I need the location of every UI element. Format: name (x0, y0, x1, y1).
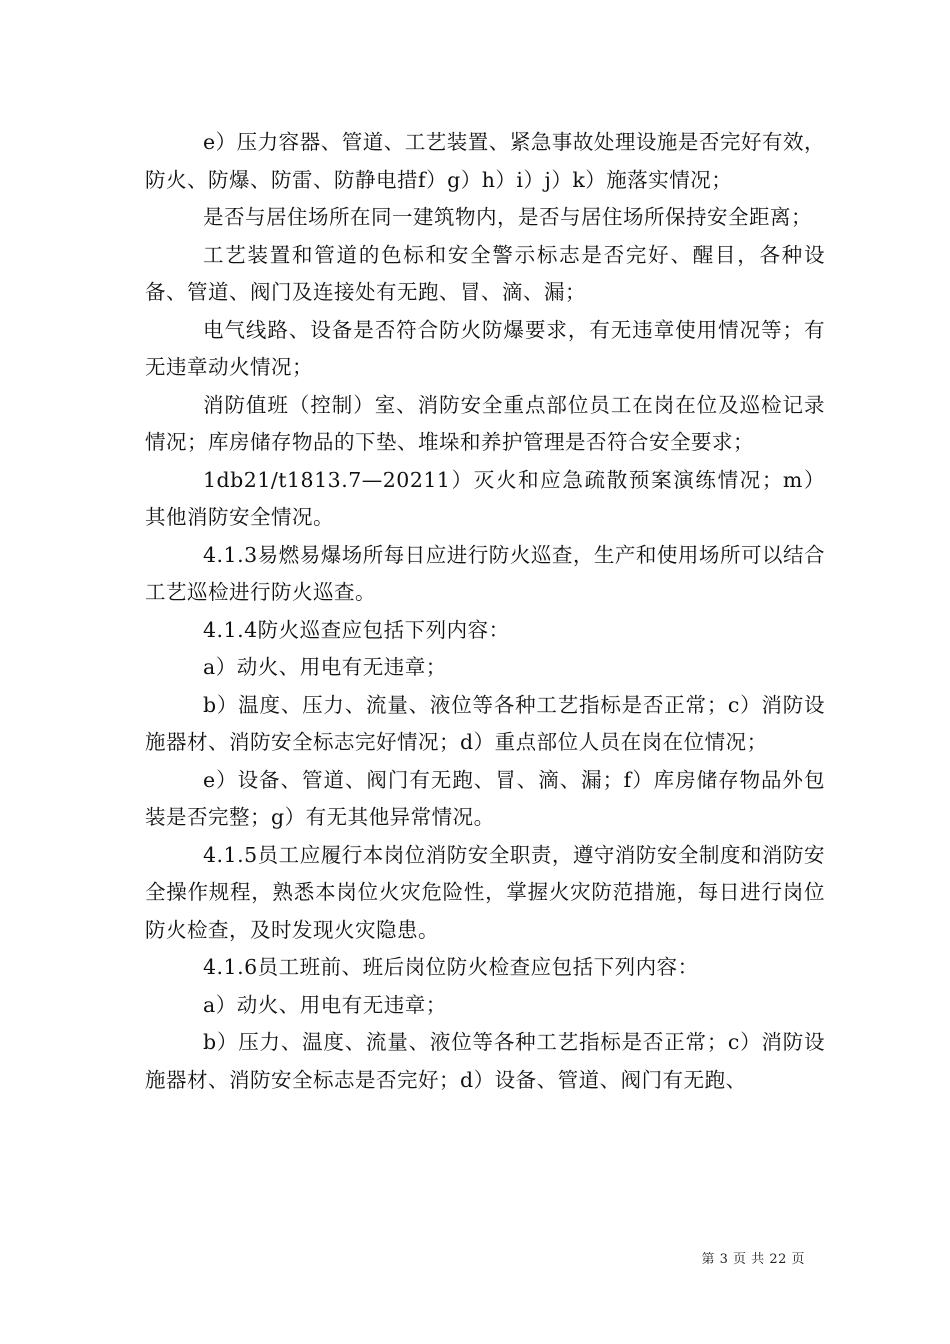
paragraph-3: 工艺装置和管道的色标和安全警示标志是否完好、醒目，各种设备、管道、阀门及连接处有无跑、冒、滴、漏； (145, 242, 825, 304)
paragraph-15: b）压力、温度、流量、液位等各种工艺指标是否正常；c）消防设施器材、消防安全标志是否完好；d）设备、管道、阀门有无跑、 (145, 1030, 825, 1092)
document-body (145, 124, 825, 1099)
paragraph-4: 电气线路、设备是否符合防火防爆要求，有无违章使用情况等；有无违章动火情况； (145, 317, 825, 379)
paragraph-7: 4.1.3易燃易爆场所每日应进行防火巡查，生产和使用场所可以结合工艺巡检进行防火巡查。 (145, 542, 825, 604)
paragraph-8: 4.1.4防火巡查应包括下列内容： (203, 617, 510, 642)
page-number-footer: 第 3 页 共 22 页 (701, 1252, 805, 1267)
paragraph-12: 4.1.5员工应履行本岗位消防安全职责，遵守消防安全制度和消防安全操作规程，熟悉本岗位火灾危险性，掌握火灾防范措施，每日进行岗位防火检查，及时发现火灾隐患。 (145, 842, 825, 942)
paragraph-1: e）压力容器、管道、工艺装置、紧急事故处理设施是否完好有效，防火、防爆、防雷、防静电措f）g）h）i）j）k）施落实情况； (145, 130, 825, 192)
paragraph-11: e）设备、管道、阀门有无跑、冒、滴、漏；f）库房储存物品外包装是否完整；g）有无其他异常情况。 (145, 767, 825, 829)
paragraph-10: b）温度、压力、流量、液位等各种工艺指标是否正常；c）消防设施器材、消防安全标志完好情况；d）重点部位人员在岗在位情况； (145, 692, 825, 754)
paragraph-2: 是否与居住场所在同一建筑物内，是否与居住场所保持安全距离； (203, 205, 812, 229)
paragraph-14: a）动火、用电有无违章； (203, 992, 447, 1017)
paragraph-5: 消防值班（控制）室、消防安全重点部位员工在岗在位及巡检记录情况；库房储存物品的下垫、堆垛和养护管理是否符合安全要求； (145, 392, 825, 454)
paragraph-9: a）动火、用电有无违章； (203, 655, 447, 679)
paragraph-6: 1db21/t1813.7—20211）灭火和应急疏散预案演练情况；m）其他消防安全情况。 (145, 467, 825, 529)
paragraph-13: 4.1.6员工班前、班后岗位防火检查应包括下列内容： (203, 955, 699, 979)
